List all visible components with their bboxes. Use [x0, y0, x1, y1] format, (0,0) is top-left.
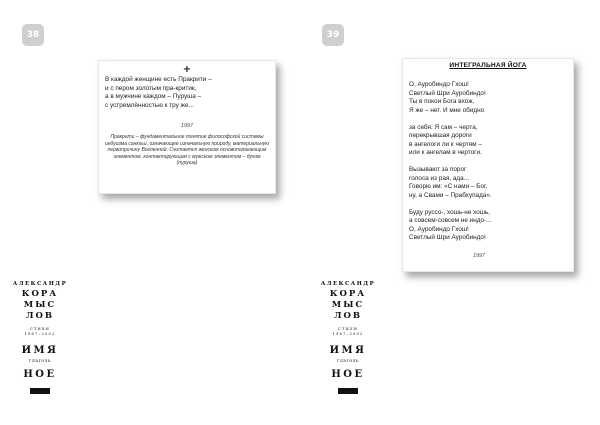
page-number-badge: 38 [22, 24, 44, 46]
poem-year: 1997 [473, 253, 485, 259]
poem-line: или к ангелам в чертоги. [409, 149, 482, 156]
book-title-part1: ИМЯ [329, 345, 367, 356]
poem-line: а в мужчине каждом – Пуруша – [105, 93, 202, 100]
book-title-part2: НОЕ [23, 369, 57, 380]
book-subtitle-line: СТИХИ [338, 327, 358, 331]
poem-line: О, Ауробиндо Гхош! [409, 225, 469, 233]
book-author: АЛЕКСАНДР [320, 281, 376, 287]
poem-stanza [409, 209, 569, 243]
poem-line: Вызывают за порог [409, 166, 467, 173]
page-number-badge: 39 [322, 24, 344, 46]
poem-card [402, 58, 574, 272]
book-title-block [320, 281, 376, 394]
book-surname-line: МЫС [331, 300, 365, 310]
book-surname-line: КОРА [329, 289, 367, 299]
poem-line: с устремлённостью к тру же... [105, 101, 194, 109]
book-surname-line: МЫС [23, 300, 57, 310]
poem-line: О, Ауробиндо Гхош! [409, 81, 469, 88]
poem-title: ИНТЕГРАЛЬНАЯ ЙОГА [449, 62, 527, 69]
book-title-part2: НОЕ [331, 369, 365, 380]
book-title-verb: глаголь [28, 359, 52, 364]
poem-line: в ангелоги ли к чертям – [409, 140, 482, 148]
book-surname-line: КОРА [21, 289, 59, 299]
poem-text [105, 76, 271, 110]
poem-line: голоса из рая, ада... [409, 174, 470, 182]
book-title-block [12, 281, 68, 394]
poem-line: ну, а Свами – Прабхупада». [409, 191, 492, 199]
book-subtitle-line: 1987–2002 [332, 332, 364, 336]
poem-line: В каждой женщине есть Пракрити – [105, 76, 212, 83]
poem-cross-mark: + [182, 64, 192, 75]
poem-footnote: Пракрити – фундаментальное понятие философской системы индуизма санкхьи, означающее изначальную природу, материальную первопричину Вселенной. Считается женским основополагающим элементом, контактирующим с мужским элементом – духом (пуруша) [105, 134, 269, 167]
book-surname-line: ЛОВ [333, 311, 363, 321]
poem-card [98, 60, 276, 194]
poem-line: Я же – нет. И мне обидно [409, 106, 485, 114]
poem-line: перекрывшая дороги [409, 132, 472, 139]
poem-line: Говорю им: «С нами – Бог, [409, 183, 488, 190]
book-bar-mark [30, 388, 50, 394]
poem-line: а совсем-совсем не индо-... [409, 217, 492, 224]
poem-stanza [409, 166, 569, 200]
book-subtitle-line: СТИХИ [30, 327, 50, 331]
poem-year: 1997 [181, 123, 193, 129]
right-page [300, 0, 600, 425]
book-title-verb: глаголь [336, 359, 360, 364]
poem-line: Ты в покои Бога вхож, [409, 98, 475, 105]
poem-stanza [409, 124, 569, 158]
book-title-part1: ИМЯ [21, 345, 59, 356]
poem-stanza [409, 81, 569, 115]
poem-line: за себя. Я сам – черта, [409, 123, 478, 131]
book-bar-mark [338, 388, 358, 394]
poem-line: и с пером золотым пра-критик, [105, 84, 197, 92]
poem-line: Светлый Шри Ауробиндо! [409, 234, 486, 241]
book-subtitle-line: 1987–2002 [24, 332, 56, 336]
poem-line: Буду руссо-, хошь-не хошь, [409, 208, 491, 216]
book-author: АЛЕКСАНДР [12, 281, 68, 287]
book-surname-line: ЛОВ [25, 311, 55, 321]
poem-text [409, 81, 569, 251]
poem-line: Светлый Шри Ауробиндо! [409, 89, 486, 97]
